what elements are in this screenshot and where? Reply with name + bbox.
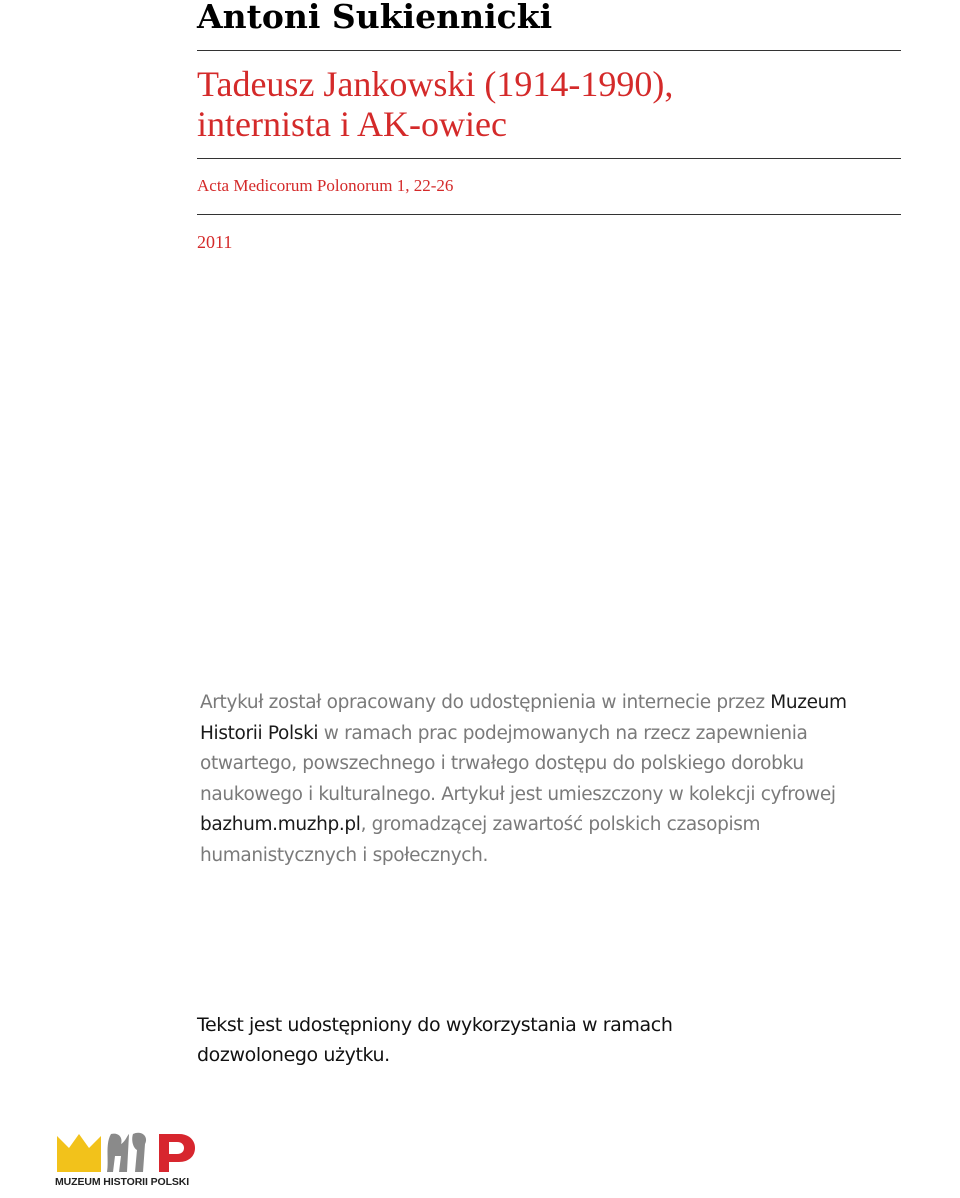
article-title [197, 64, 673, 144]
divider [197, 158, 901, 159]
availability-notice [200, 688, 890, 871]
notice-text: Artykuł został opracowany do udostępnienia w internecie przez [200, 692, 771, 713]
divider [197, 50, 901, 51]
author-name: Antoni Sukiennicki [197, 0, 553, 36]
collection-link[interactable]: bazhum.muzhp.pl [200, 814, 361, 835]
notice-text: w ramach prac podejmowanych na rzecz zapewnienia otwartego, powszechnego i trwałego dostępu do polskiego dorobku naukowego i kulturalnego. Artykuł jest umieszczony w kolekcji cyfrowej [200, 722, 836, 805]
journal-source: Acta Medicorum Polonorum 1, 22-26 [197, 176, 454, 195]
divider [197, 214, 901, 215]
article-title-line-1: Tadeusz Jankowski (1914-1990), [197, 64, 674, 104]
notice-text: , gromadzącej zawartość polskich czasopism humanistycznych i społecznych. [200, 814, 761, 866]
museum-logo-icon [55, 1130, 200, 1176]
article-title-line-2: internista i AK-owiec [197, 104, 507, 144]
institution-name: Muzeum Historii Polski [200, 692, 847, 744]
usage-notice: Tekst jest udostępniony do wykorzystania w ramach dozwolonego użytku. [197, 1014, 673, 1066]
museum-logo [55, 1130, 200, 1190]
logo-caption: MUZEUM HISTORII POLSKI [55, 1176, 190, 1188]
publication-year: 2011 [197, 232, 233, 252]
